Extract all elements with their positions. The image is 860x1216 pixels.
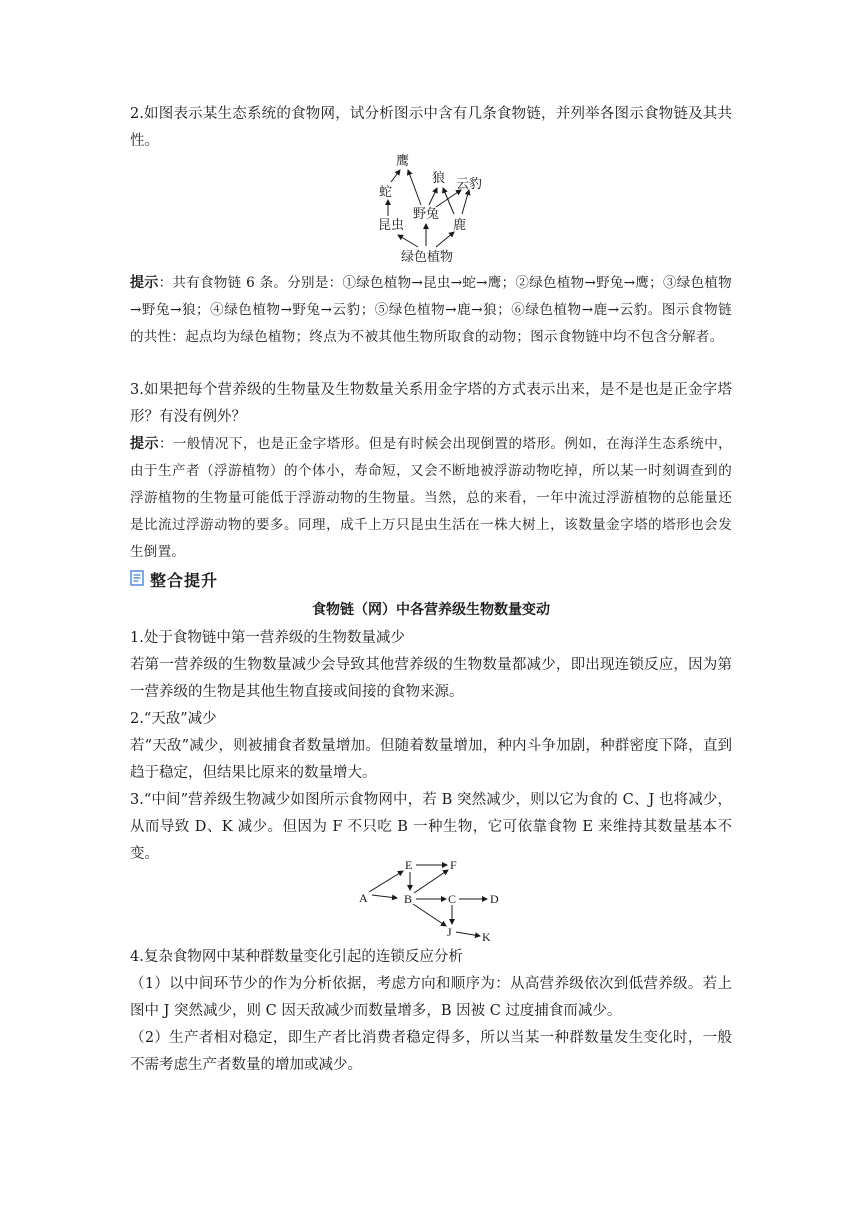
arrow-a-b (372, 895, 397, 898)
node-deer: 鹿 (453, 218, 467, 233)
node-snake: 蛇 (379, 185, 393, 200)
food-network-diagram (355, 852, 515, 944)
node-j: J (447, 925, 452, 939)
point-2-title: 2.“天敌”减少 (130, 711, 217, 727)
point-1-body: 若第一营养级的生物数量减少会导致其他营养级的生物数量都减少，即出现连锁反应，因为第一营养级的生物是其他生物直接或间接的食物来源。 (130, 657, 732, 700)
node-leopard: 云豹 (456, 177, 483, 192)
arrow-rabbit-wolf (429, 188, 437, 205)
node-b: B (404, 892, 413, 906)
node-c: C (448, 892, 457, 906)
question-3: 3.如果把每个营养级的生物量及生物数量关系用金字塔的方式表示出来，是不是也是正金字塔形？有没有例外？ (130, 382, 732, 425)
arrow-b-f (414, 870, 448, 893)
arrow-j-k (456, 932, 480, 936)
arrow-deer-leopard (462, 190, 469, 214)
point-4-title: 4.复杂食物网中某种群数量变化引起的连锁反应分析 (130, 949, 463, 965)
node-insect: 昆虫 (378, 218, 405, 233)
question-2: 2.如图表示某生态系统的食物网，试分析图示中含有几条食物链，并列举各图示食物链及其共性。 (130, 106, 732, 149)
arrow-plant-insect (398, 235, 418, 247)
node-eagle: 鹰 (396, 154, 410, 169)
hint-label: 提示 (130, 436, 159, 452)
arrow-a-e (369, 871, 403, 892)
note-icon (130, 570, 144, 586)
section-title: 整合提升 (150, 571, 219, 590)
hint-q2 (130, 270, 732, 351)
arrow-snake-eagle (391, 170, 400, 182)
hint-label: 提示 (130, 275, 159, 291)
hint-text: ：共有食物链 6 条。分别是：①绿色植物→昆虫→蛇→鹰；②绿色植物→野兔→鹰；③绿色植物→野兔→狼；④绿色植物→野兔→云豹；⑤绿色植物→鹿→狼；⑥绿色植物→鹿→云豹。图示食物链的共性：起点均为绿色植物；终点为不被其他生物所取食的动物；图示食物链中均不包含分解者。 (130, 275, 732, 345)
arrow-rabbit-leopard (436, 190, 461, 207)
point-1-title: 1.处于食物链中第一营养级的生物数量减少 (130, 630, 405, 646)
node-a: A (359, 891, 368, 905)
hint-q3 (130, 431, 732, 566)
node-plant: 绿色植物 (401, 250, 454, 265)
node-k: K (482, 930, 491, 944)
point-2-body: 若“天敌”减少，则被捕食者数量增加。但随着数量增加，种内斗争加剧，种群密度下降，直到趋于稳定，但结果比原来的数量增大。 (130, 738, 732, 781)
node-d: D (490, 892, 499, 906)
node-rabbit: 野兔 (413, 207, 440, 222)
point-4-a: （1）以中间环节少的作为分析依据，考虑方向和顺序为：从高营养级依次到低营养级。若上图中 J 突然减少，则 C 因天敌减少而数量增多，B 因被 C 过度捕食而减少。 (130, 976, 732, 1019)
arrow-rabbit-eagle (408, 170, 421, 205)
node-e: E (405, 858, 413, 872)
point-3-body: 3.“中间”营养级生物减少如图所示食物网中，若 B 突然减少，则以它为食的 C、J 也将减少，从而导致 D、K 减少。但因为 F 不只吃 B 一种生物，它可依靠食物 E 来维持其数量基本不变。 (130, 792, 732, 862)
node-f: F (450, 858, 457, 872)
arrow-plant-deer (436, 232, 454, 247)
section-subtitle: 食物链（网）中各营养级生物数量变动 (312, 602, 550, 618)
point-4-b: （2）生产者相对稳定，即生产者比消费者稳定得多，所以当某一种群数量发生变化时，一般不需考虑生产者数量的增加或减少。 (130, 1030, 732, 1073)
food-web-diagram (366, 150, 502, 266)
arrow-b-j (413, 904, 446, 926)
hint-text: ：一般情况下，也是正金字塔形。但是有时候会出现倒置的塔形。例如，在海洋生态系统中，由于生产者（浮游植物）的个体小，寿命短，又会不断地被浮游动物吃掉，所以某一时刻调查到的浮游植物的生物量可能低于浮游动物的生物量。当然，总的来看，一年中流过浮游植物的总能量还是比流过浮游动物的要多。同理，成千上万只昆虫生活在一株大树上，该数量金字塔的塔形也会发生倒置。 (130, 436, 732, 560)
node-wolf: 狼 (432, 171, 446, 186)
